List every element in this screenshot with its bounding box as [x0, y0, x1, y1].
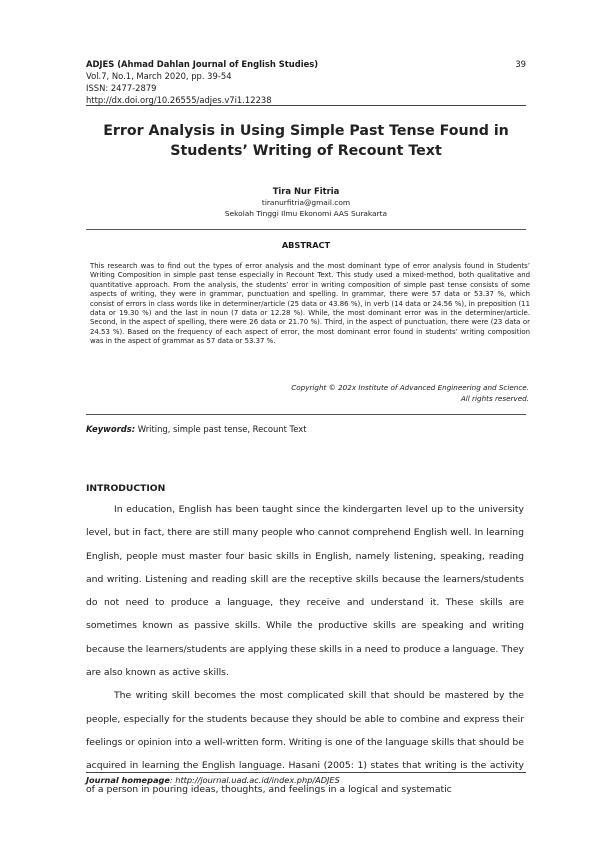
keywords-label: Keywords:	[86, 424, 136, 434]
keywords-divider	[86, 414, 526, 415]
keywords	[86, 424, 526, 434]
homepage-url[interactable]: : http://journal.uad.ac.id/index.php/ADJES	[169, 775, 340, 785]
abstract-top-divider	[86, 229, 526, 230]
abstract-heading: ABSTRACT	[281, 240, 331, 250]
doi-link[interactable]: http://dx.doi.org/10.26555/adjes.v7i1.12238	[86, 95, 272, 105]
journal-homepage-footer	[86, 775, 340, 785]
journal-name: ADJES (Ahmad Dahlan Journal of English Studies)	[86, 59, 319, 69]
issn: ISSN: 2477-2879	[86, 83, 157, 93]
journal-header	[86, 58, 526, 106]
introduction-body	[86, 498, 524, 801]
footer-divider	[86, 772, 526, 773]
author-affiliation: Sekolah Tinggi Ilmu Ekonomi AAS Surakarta	[224, 209, 388, 218]
author-name: Tira Nur Fitria	[272, 186, 340, 196]
author-email[interactable]: tiranurfitria@gmail.com	[261, 198, 351, 207]
rights-line: All rights reserved.	[460, 393, 529, 403]
page-number: 39	[515, 59, 526, 69]
paper-title: Error Analysis in Using Simple Past Tense Found in Students’ Writing of Recount Text	[103, 123, 509, 159]
intro-paragraph-1: In education, English has been taught since the kindergarten level up to the university level, but in fact, there are still many people who cannot comprehend English well. In learning English, people must master four basic skills in English, namely listening, speaking, reading and writing. Listening and reading skill are the receptive skills because the learners/students do not need to produce a language, they receive and understand it. These skills are sometimes known as passive skills. While the productive skills are speaking and writing because the learners/students are applying these skills in a need to produce a language. They are also known as active skills.	[86, 504, 524, 679]
author-block	[86, 185, 526, 219]
intro-paragraph-2: The writing skill becomes the most complicated skill that should be mastered by the people, especially for the students because they should be able to combine and express their feelings or opinion into a well-written form. Writing is one of the language skills that should be acquired in learning the English language. Hasani (2005: 1) states that writing is the activity of a person in pouring ideas, thoughts, and feelings in a logical and systematic	[86, 690, 524, 795]
introduction-heading: INTRODUCTION	[86, 483, 166, 494]
homepage-label: Journal homepage	[86, 775, 170, 785]
copyright-line: Copyright © 202x Institute of Advanced Engineering and Science.	[291, 383, 529, 392]
volume-info: Vol.7, No.1, March 2020, pp. 39-54	[86, 71, 232, 81]
keywords-text: Writing, simple past tense, Recount Text	[135, 424, 307, 434]
header-divider	[86, 105, 526, 106]
copyright-notice	[86, 383, 529, 404]
abstract-text: This research was to find out the types of error analysis and the most dominant type of error analysis found in Students’ Writing Composition in simple past tense especially in Recount Text. This study used a mixed-method, both qualitative and quantitative approach. From the analysis, the students’ error in writing composition of simple past tense consists of some aspects of writing, they were in grammar, punctuation and spelling. In grammar, there were 57 data or 53.37 %, which consist of errors in class words like in determiner/article (25 data or 43.86 %), in verb (14 data or 24.56 %), in preposition (11 data or 19.30 %) and the last in noun (7 data or 12.28 %). While, the most dominant error was in the determiner/article. Second, in the aspect of spelling, there were 26 data or 21.70 %). Third, in the aspect of punctuation, there were (23 data or 24.53 %). Based on the frequency of each aspect of error, the most dominant error found in students’ writing composition was in the aspect of grammar as 57 data or 53.37 %.	[90, 262, 530, 346]
